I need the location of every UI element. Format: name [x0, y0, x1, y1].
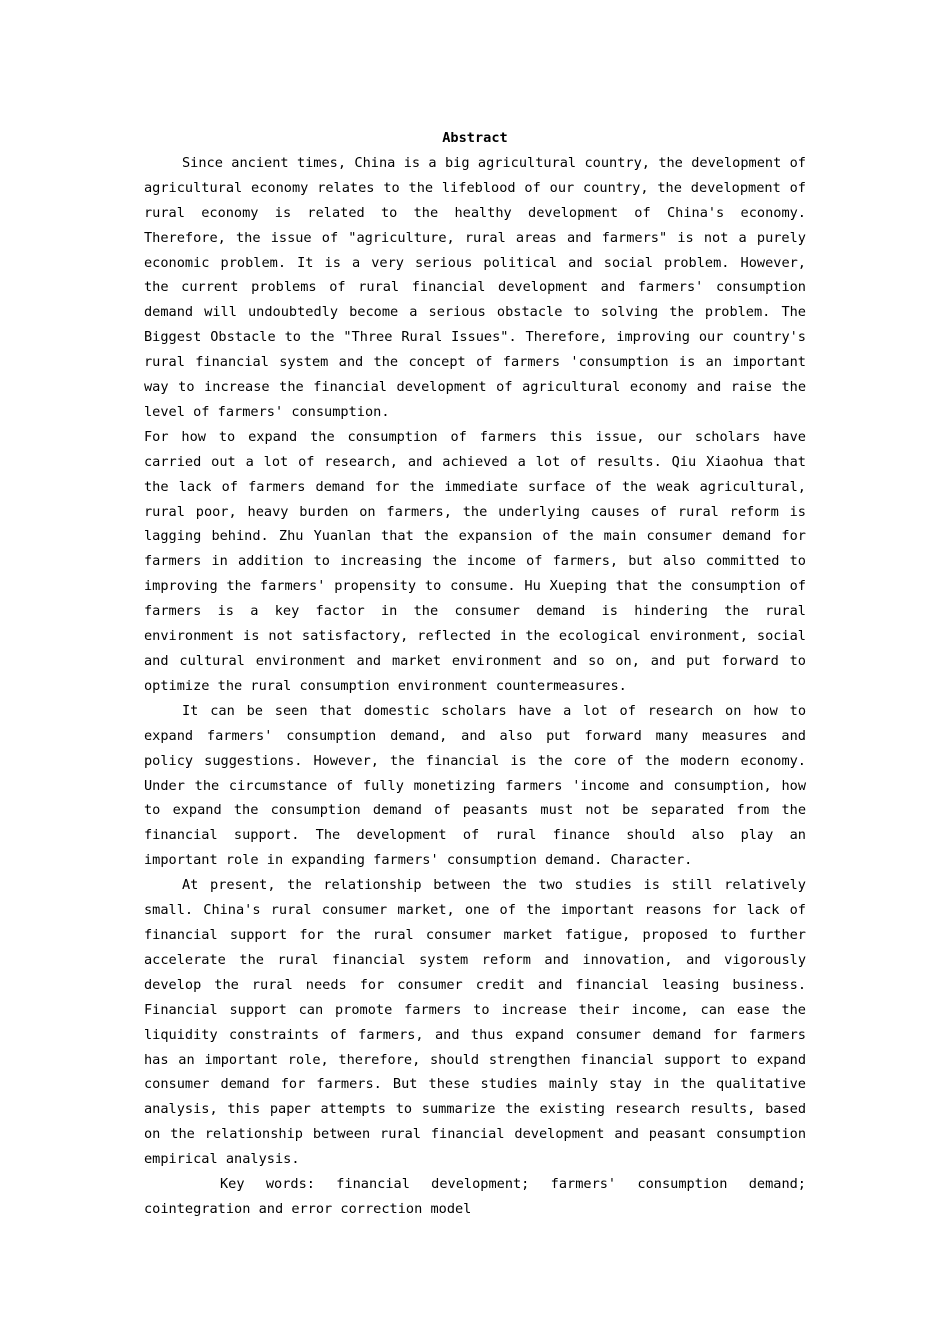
abstract-paragraph-4: At present, the relationship between the two studies is still relatively small. China's rural consumer market, one of the important reasons for lack of financial support for the rural consumer market fatigue, proposed to further accelerate the rural financial system reform and innovation, and vigorously develop the rural needs for consumer credit and financial leasing business. Financial support can promote farmers to increase their income, can ease the liquidity constraints of farmers, and thus expand consumer demand for farmers has an important role, therefore, should strengthen financial support to expand consumer demand for farmers. But these studies mainly stay in the qualitative analysis, this paper attempts to summarize the existing research results, based on the relationship between rural financial development and peasant consumption empirical analysis. [144, 877, 806, 1168]
abstract-paragraph-2: For how to expand the consumption of farmers this issue, our scholars have carried out a lot of research, and achieved a lot of results. Qiu Xiaohua that the lack of farmers demand for the immediate surface of the weak agricultural, rural poor, heavy burden on farmers, the underlying causes of rural reform is lagging behind. Zhu Yuanlan that the expansion of the main consumer demand for farmers in addition to increasing the income of farmers, but also committed to improving the farmers' propensity to consume. Hu Xueping that the consumption of farmers is a key factor in the consumer demand is hindering the rural environment is not satisfactory, reflected in the ecological environment, social and cultural environment and market environment and so on, and put forward to optimize the rural consumption environment countermeasures. [144, 428, 806, 694]
abstract-paragraph-1: Since ancient times, China is a big agricultural country, the development of agricultural economy relates to the lifeblood of our country, the development of rural economy is related to the healthy development of China's economy. Therefore, the issue of "agriculture, rural areas and farmers" is not a purely economic problem. It is a very serious political and social problem. However, the current problems of rural financial development and farmers' consumption demand will undoubtedly become a serious obstacle to solving the problem. The Biggest Obstacle to the "Three Rural Issues". Therefore, improving our country's rural financial system and the concept of farmers 'consumption is an important way to increase the financial development of agricultural economy and raise the level of farmers' consumption. [144, 154, 806, 420]
abstract-title: Abstract [442, 130, 508, 146]
keywords-line: Key words: financial development; farmers' consumption demand; cointegration and error correction model [144, 1176, 806, 1217]
abstract-page [144, 126, 806, 1222]
abstract-paragraph-3: It can be seen that domestic scholars have a lot of research on how to expand farmers' consumption demand, and also put forward many measures and policy suggestions. However, the financial is the core of the modern economy. Under the circumstance of fully monetizing farmers 'income and consumption, how to expand the consumption demand of peasants must not be separated from the financial support. The development of rural finance should also play an important role in expanding farmers' consumption demand. Character. [144, 702, 806, 869]
